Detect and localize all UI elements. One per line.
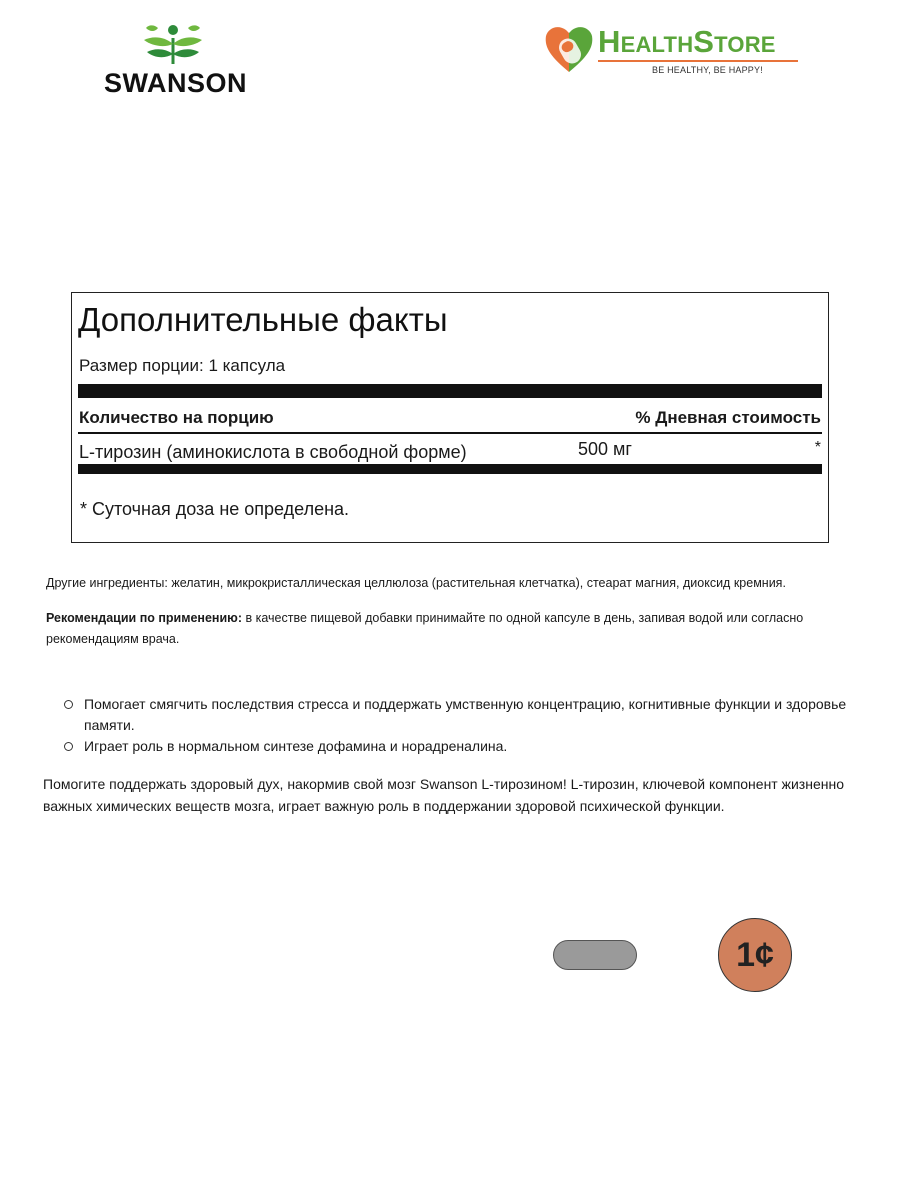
- nutrient-amount: 500 мг: [578, 439, 632, 459]
- product-description: Помогите поддержать здоровый дух, накормив свой мозг Swanson L-тирозином! L-тирозин, ключевой компонент жизненно важных химических веществ мозга, играет важную роль в поддержании здоровой психической функции.: [43, 776, 844, 814]
- divider-line: [78, 432, 822, 434]
- benefits-list: [64, 694, 854, 757]
- supplement-facts-panel: [71, 292, 829, 543]
- directions: [46, 608, 868, 650]
- benefit-text: Играет роль в нормальном синтезе дофамина и норадреналина.: [84, 738, 508, 754]
- swanson-logo: [100, 22, 248, 102]
- coin-image: 1¢: [718, 918, 792, 992]
- healthstore-tagline: BE HEALTHY, BE HAPPY!: [652, 65, 763, 75]
- divider-bar: [78, 384, 822, 398]
- healthstore-logo: [540, 20, 805, 80]
- circle-bullet-icon: [64, 700, 73, 709]
- serving-size: Размер порции: 1 капсула: [79, 356, 286, 375]
- daily-value-footnote: * Суточная доза не определена.: [80, 499, 350, 519]
- other-ingredients: Другие ингредиенты: желатин, микрокристаллическая целлюлоза (растительная клетчатка), стеарат магния, диоксид кремния.: [46, 576, 786, 590]
- heart-pill-icon: [542, 22, 596, 76]
- list-item: [64, 694, 854, 736]
- circle-bullet-icon: [64, 742, 73, 751]
- benefit-text: Помогает смягчить последствия стресса и поддержать умственную концентрацию, когнитивные функции и здоровье памяти.: [84, 696, 847, 733]
- swanson-wordmark: SWANSON: [104, 68, 248, 98]
- logo-underline: [598, 60, 798, 62]
- directions-text: в качестве пищевой добавки принимайте по одной капсуле в день, запивая водой или согласно рекомендациям врача.: [46, 611, 804, 646]
- directions-label: Рекомендации по применению:: [46, 611, 243, 625]
- swanson-leaf-icon: [138, 22, 208, 66]
- daily-value-header: % Дневная стоимость: [635, 408, 821, 427]
- nutrient-name: L-тирозин (аминокислота в свободной форме): [79, 442, 467, 462]
- list-item: [64, 736, 854, 757]
- amount-per-serving-header: Количество на порцию: [79, 408, 274, 427]
- facts-title: Дополнительные факты: [78, 301, 448, 338]
- healthstore-wordmark: HealthStore: [598, 24, 776, 59]
- capsule-image: [553, 940, 637, 970]
- nutrient-daily-value: *: [814, 439, 821, 456]
- divider-bar: [78, 464, 822, 474]
